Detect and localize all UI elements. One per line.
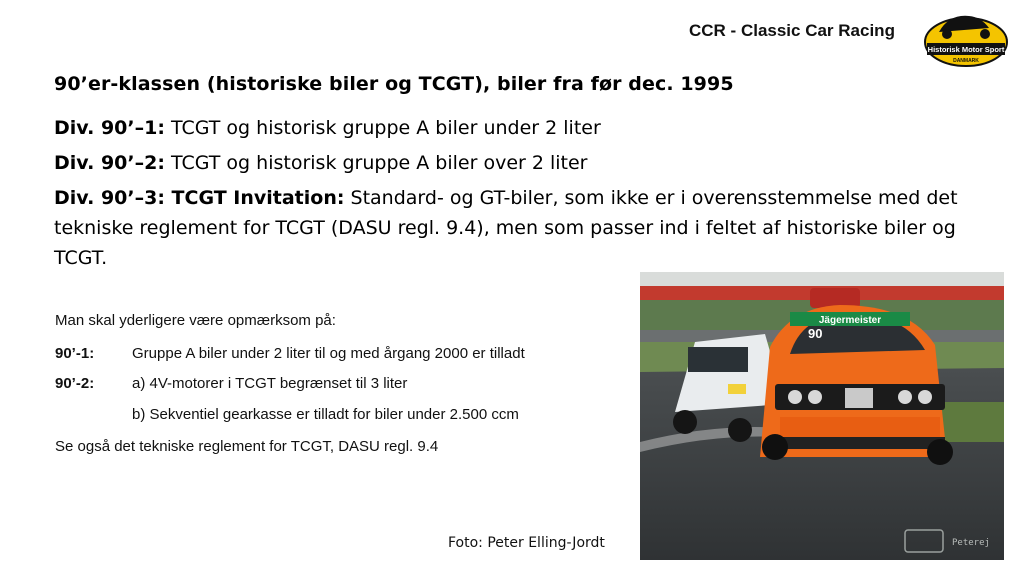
note-value: Gruppe A biler under 2 liter til og med årgang 2000 er tilladt — [132, 345, 525, 362]
division-label: Div. 90’–2: — [54, 152, 165, 174]
historisk-motor-sport-logo — [923, 10, 1009, 68]
note-value: b) Sekventiel gearkasse er tilladt for biler under 2.500 ccm — [132, 406, 519, 423]
note-value: a) 4V-motorer i TCGT begrænset til 3 liter — [132, 375, 408, 392]
race-photo-illustration — [640, 272, 1004, 560]
notes-title: Man skal yderligere være opmærksom på: — [55, 312, 336, 329]
svg-text:Historisk Motor Sport: Historisk Motor Sport — [927, 45, 1005, 54]
division-label: Div. 90’–3: TCGT Invitation: — [54, 187, 345, 209]
division-3 — [54, 183, 994, 273]
division-2 — [54, 148, 994, 178]
svg-text:90: 90 — [808, 326, 823, 341]
header-title: CCR - Classic Car Racing — [689, 21, 895, 40]
note-key: 90’-2: — [55, 375, 95, 392]
division-label: Div. 90’–1: — [54, 117, 165, 139]
svg-text:DANMARK: DANMARK — [953, 58, 979, 64]
svg-text:Jägermeister: Jägermeister — [818, 315, 882, 326]
svg-text:Peterej: Peterej — [952, 538, 990, 548]
division-text: Standard- og GT-biler, som ikke er i overensstemmelse med det tekniske reglement for TCGT (DASU regl. 9.4), men som passer ind i feltet af historiske biler og TCGT. — [54, 187, 958, 269]
notes-footer: Se også det tekniske reglement for TCGT, DASU regl. 9.4 — [55, 438, 439, 455]
photo-credit: Foto: Peter Elling-Jordt — [448, 535, 605, 551]
division-text: TCGT og historisk gruppe A biler over 2 liter — [170, 152, 588, 174]
division-text: TCGT og historisk gruppe A biler under 2 liter — [170, 117, 601, 139]
race-photo — [640, 272, 1004, 560]
division-1 — [54, 113, 994, 143]
page-heading: 90’er-klassen (historiske biler og TCGT), biler fra før dec. 1995 — [54, 73, 734, 95]
note-key: 90’-1: — [55, 345, 95, 362]
